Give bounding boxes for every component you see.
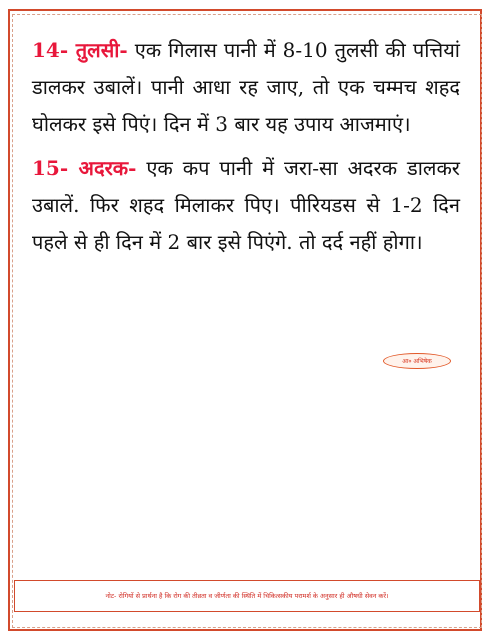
footer-note: नोट- रोगियों से प्रार्थना है कि रोग की तीव्रता व जीर्णता की स्थिति में चिकित्सकीय परामर्श के अनुसार ही औषधी सेवन करें।	[14, 580, 480, 612]
remedy-heading: 14- तुलसी-	[32, 38, 128, 62]
remedy-tulsi	[32, 32, 460, 143]
author-stamp: आ० अभिषेक	[383, 353, 451, 369]
document-body	[32, 32, 460, 268]
remedy-adrak	[32, 150, 460, 261]
remedy-text: एक कप पानी में जरा-सा अदरक डालकर उबालें. फिर शहद मिलाकर पिए। पीरियडस से 1-2 दिन पहले से ही दिन में 2 बार इसे पिएंगे. तो दर्द नहीं होगा।	[32, 156, 460, 254]
remedy-heading: 15- अदरक-	[32, 156, 137, 180]
remedy-text: एक गिलास पानी में 8-10 तुलसी की पत्तियां डालकर उबालें। पानी आधा रह जाए, तो एक चम्मच शहद घोलकर इसे पिएं। दिन में 3 बार यह उपाय आजमाएं।	[32, 38, 460, 136]
